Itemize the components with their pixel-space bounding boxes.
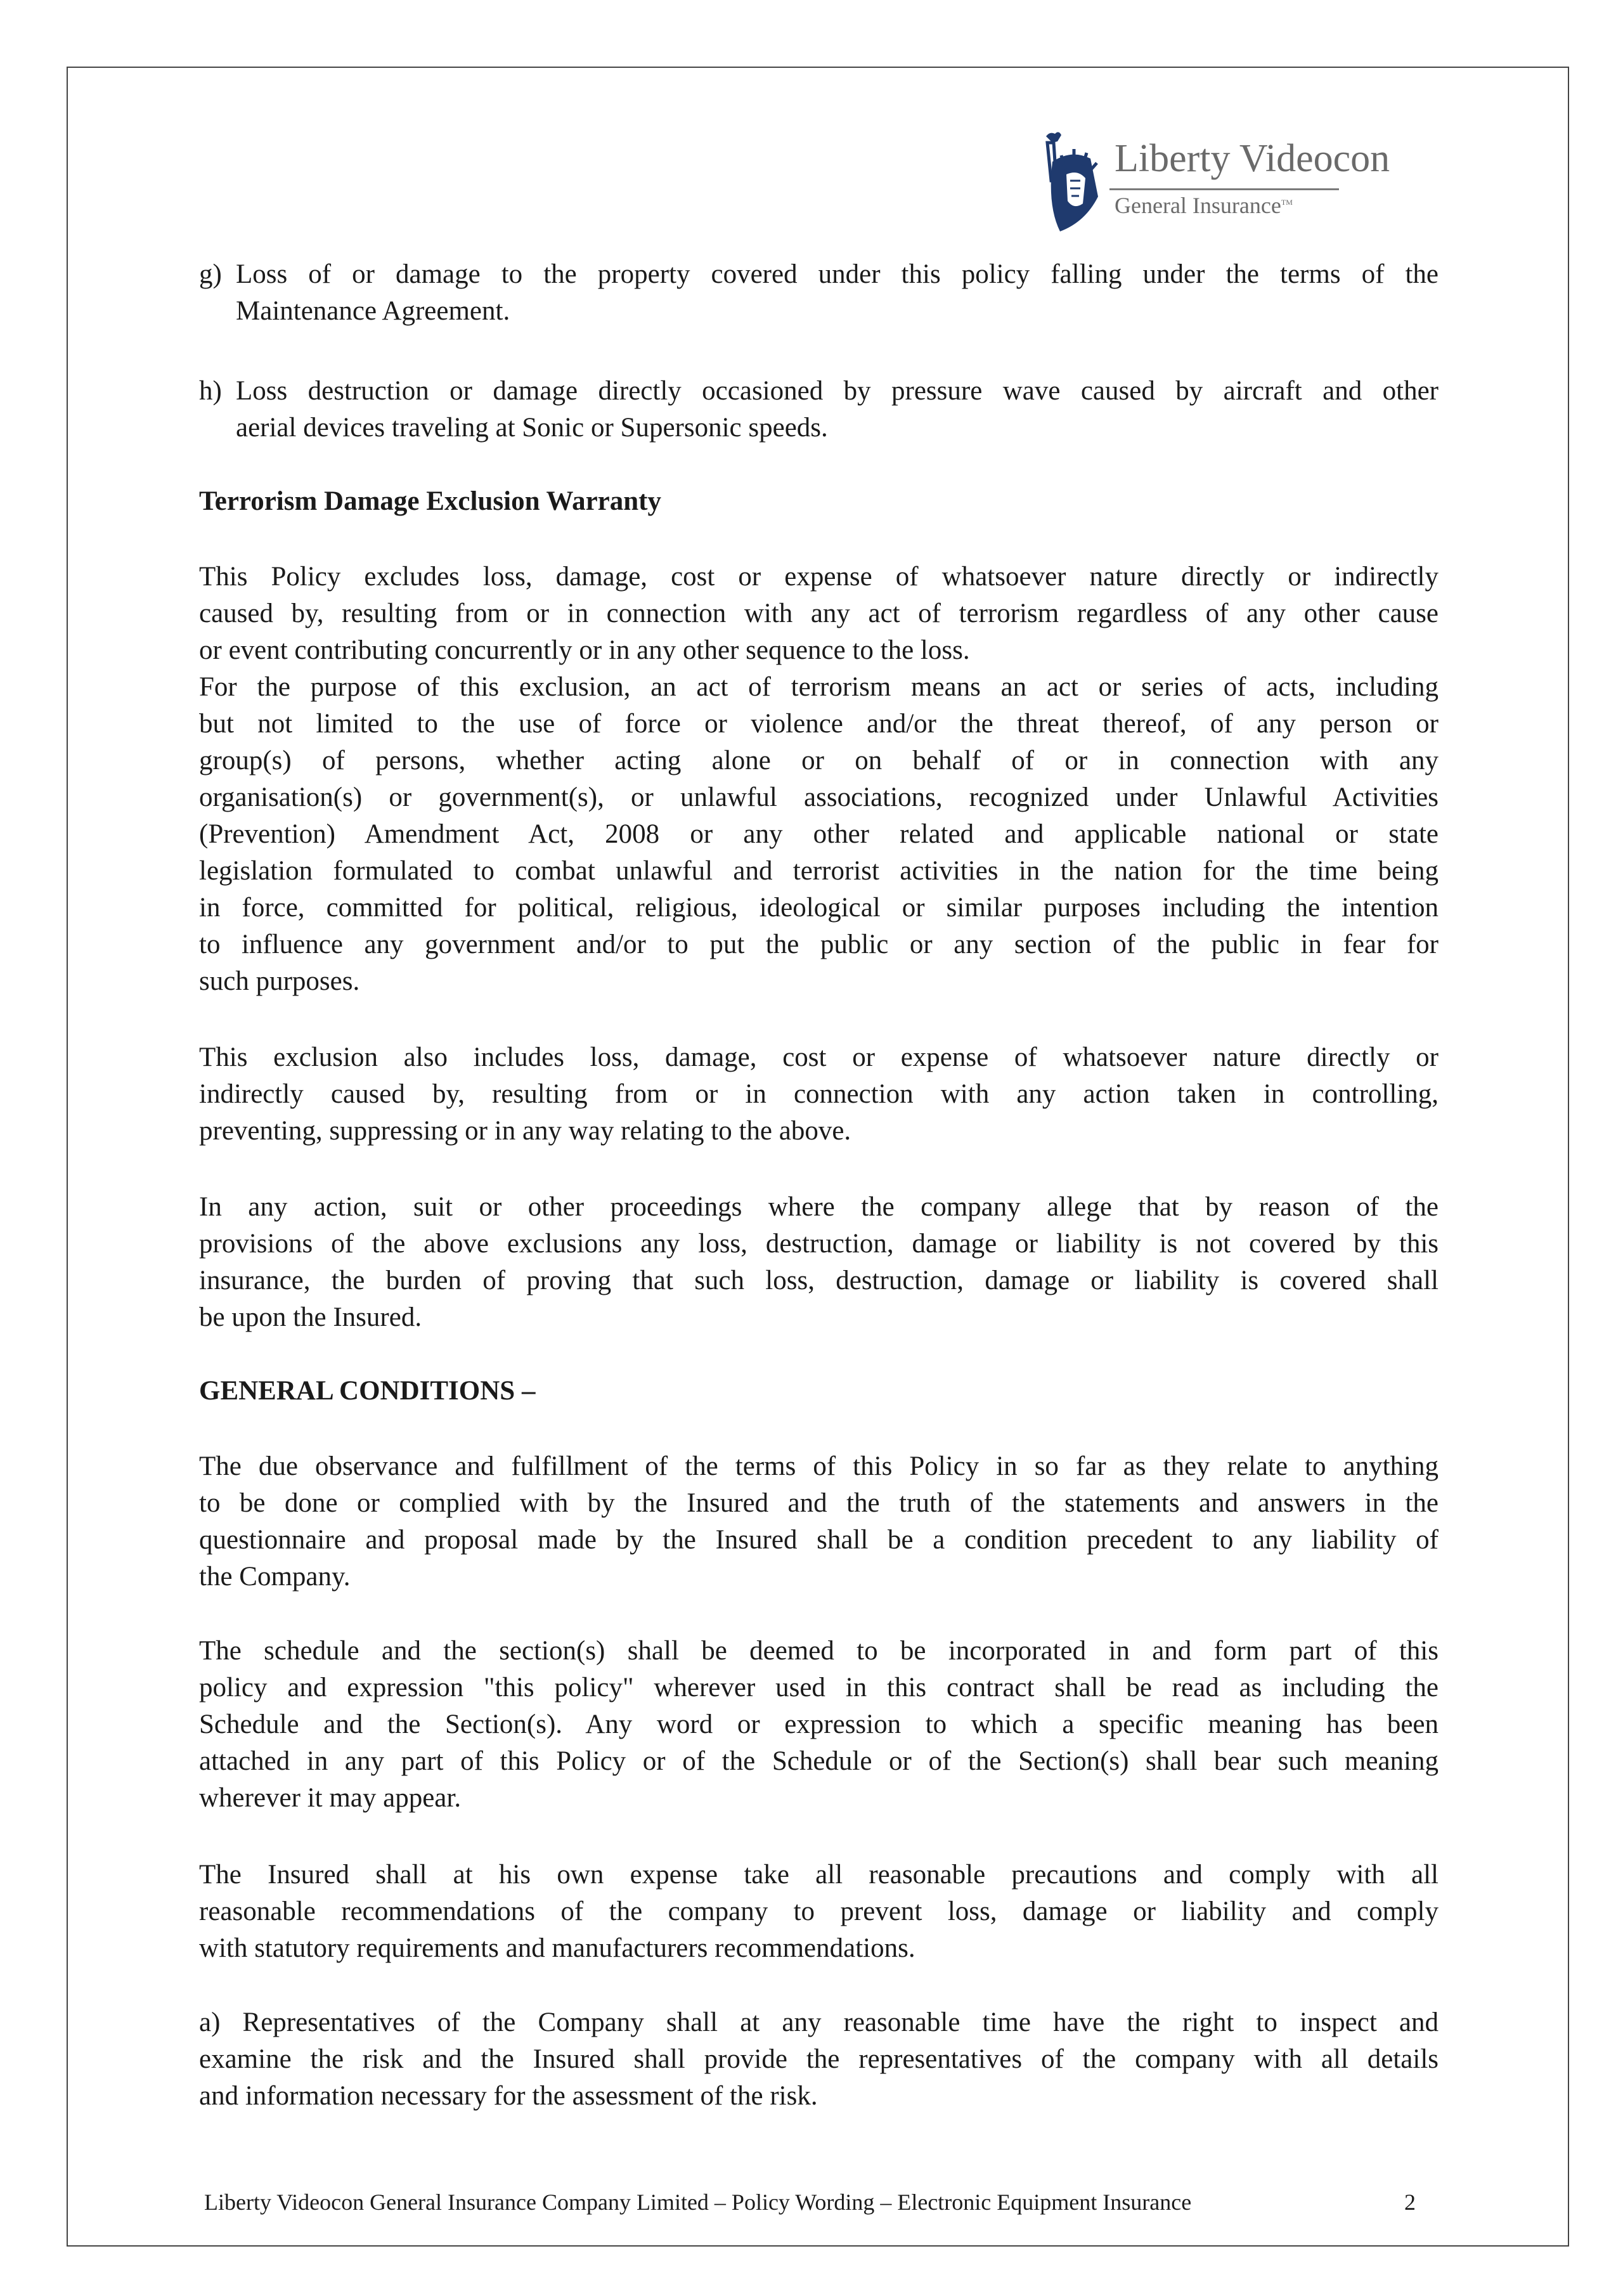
text-line: The schedule and the section(s) shall be deemed to be incorporated in and form part of this — [199, 1636, 1439, 1666]
text-line: provisions of the above exclusions any loss, destruction, damage or liability is not covered by this — [199, 1229, 1439, 1259]
text-line: in force, committed for political, religious, ideological or similar purposes including the intention — [199, 893, 1439, 923]
terrorism-heading: Terrorism Damage Exclusion Warranty — [199, 486, 661, 516]
text-line: examine the risk and the Insured shall provide the representatives of the company with all details — [199, 2044, 1439, 2074]
exclusion-item-h — [199, 373, 1439, 446]
text-line: preventing, suppressing or in any way relating to the above. — [199, 1116, 851, 1146]
text-line: The due observance and fulfillment of the terms of this Policy in so far as they relate to anything — [199, 1451, 1439, 1481]
general-conditions-heading: GENERAL CONDITIONS – — [199, 1376, 536, 1406]
paragraph — [199, 1633, 1439, 1817]
text-line: This exclusion also includes loss, damage, cost or expense of whatsoever nature directly or — [199, 1042, 1439, 1072]
paragraph — [199, 1039, 1439, 1150]
text-line: This Policy excludes loss, damage, cost or expense of whatsoever nature directly or indirectly — [199, 562, 1439, 592]
text-line: to be done or complied with by the Insured and the truth of the statements and answers in the — [199, 1488, 1439, 1518]
logo-divider — [1109, 188, 1339, 190]
text-line: with statutory requirements and manufacturers recommendations. — [199, 1933, 915, 1963]
page-number: 2 — [1404, 2189, 1416, 2215]
text-line: Maintenance Agreement. — [236, 296, 510, 326]
text-line: legislation formulated to combat unlawful and terrorist activities in the nation for the time being — [199, 856, 1439, 886]
text-line: reasonable recommendations of the company to prevent loss, damage or liability and comply — [199, 1897, 1439, 1926]
list-marker: g) — [199, 259, 222, 289]
text-line: insurance, the burden of proving that such loss, destruction, damage or liability is covered shall — [199, 1266, 1439, 1295]
footer-text: Liberty Videocon General Insurance Company Limited – Policy Wording – Electronic Equipment Insurance — [204, 2189, 1192, 2215]
list-marker: h) — [199, 376, 222, 406]
paragraph — [199, 559, 1439, 669]
text-line: indirectly caused by, resulting from or in connection with any action taken in controlling, — [199, 1079, 1439, 1109]
text-line: Schedule and the Section(s). Any word or expression to which a specific meaning has been — [199, 1709, 1439, 1739]
text-line: The Insured shall at his own expense take all reasonable precautions and comply with all — [199, 1860, 1439, 1890]
logo-name: Liberty Videocon — [1115, 137, 1390, 180]
text-line: organisation(s) or government(s), or unlawful associations, recognized under Unlawful Activities — [199, 782, 1439, 812]
paragraph — [199, 669, 1439, 1000]
text-line: policy and expression "this policy" wherever used in this contract shall be read as including the — [199, 1673, 1439, 1703]
text-line: (Prevention) Amendment Act, 2008 or any other related and applicable national or state — [199, 819, 1439, 849]
text-line: caused by, resulting from or in connection with any act of terrorism regardless of any other cause — [199, 599, 1439, 628]
logo-subtitle — [1115, 192, 1293, 219]
paragraph — [199, 1448, 1439, 1595]
text-line: For the purpose of this exclusion, an act of terrorism means an act or series of acts, including — [199, 672, 1439, 702]
text-line: Loss destruction or damage directly occasioned by pressure wave caused by aircraft and other — [236, 376, 1439, 406]
text-line: and information necessary for the assessment of the risk. — [199, 2081, 818, 2111]
text-line: be upon the Insured. — [199, 1302, 422, 1332]
text-line: attached in any part of this Policy or of the Schedule or of the Section(s) shall bear such meaning — [199, 1746, 1439, 1776]
paragraph — [199, 1857, 1439, 1967]
text-line: a) Representatives of the Company shall at any reasonable time have the right to inspect and — [199, 2007, 1439, 2037]
company-logo — [1033, 130, 1426, 231]
paragraph — [199, 1189, 1439, 1336]
text-line: In any action, suit or other proceedings where the company allege that by reason of the — [199, 1192, 1439, 1222]
logo-subtitle-text: General Insurance — [1115, 193, 1281, 218]
text-line: but not limited to the use of force or violence and/or the threat thereof, of any person or — [199, 709, 1439, 739]
text-line: or event contributing concurrently or in any other sequence to the loss. — [199, 635, 970, 665]
exclusion-item-g — [199, 256, 1439, 330]
text-line: such purposes. — [199, 966, 360, 996]
text-line: Loss of or damage to the property covered under this policy falling under the terms of the — [236, 259, 1439, 289]
text-line: wherever it may appear. — [199, 1783, 462, 1813]
paragraph — [199, 2004, 1439, 2115]
text-line: to influence any government and/or to put the public or any section of the public in fear for — [199, 930, 1439, 959]
text-line: group(s) of persons, whether acting alone or on behalf of or in connection with any — [199, 746, 1439, 775]
logo-tm: TM — [1281, 198, 1293, 207]
text-line: questionnaire and proposal made by the Insured shall be a condition precedent to any liability of — [199, 1525, 1439, 1555]
text-line: aerial devices traveling at Sonic or Supersonic speeds. — [236, 413, 828, 443]
text-line: the Company. — [199, 1562, 351, 1592]
statue-of-liberty-icon — [1033, 130, 1109, 231]
